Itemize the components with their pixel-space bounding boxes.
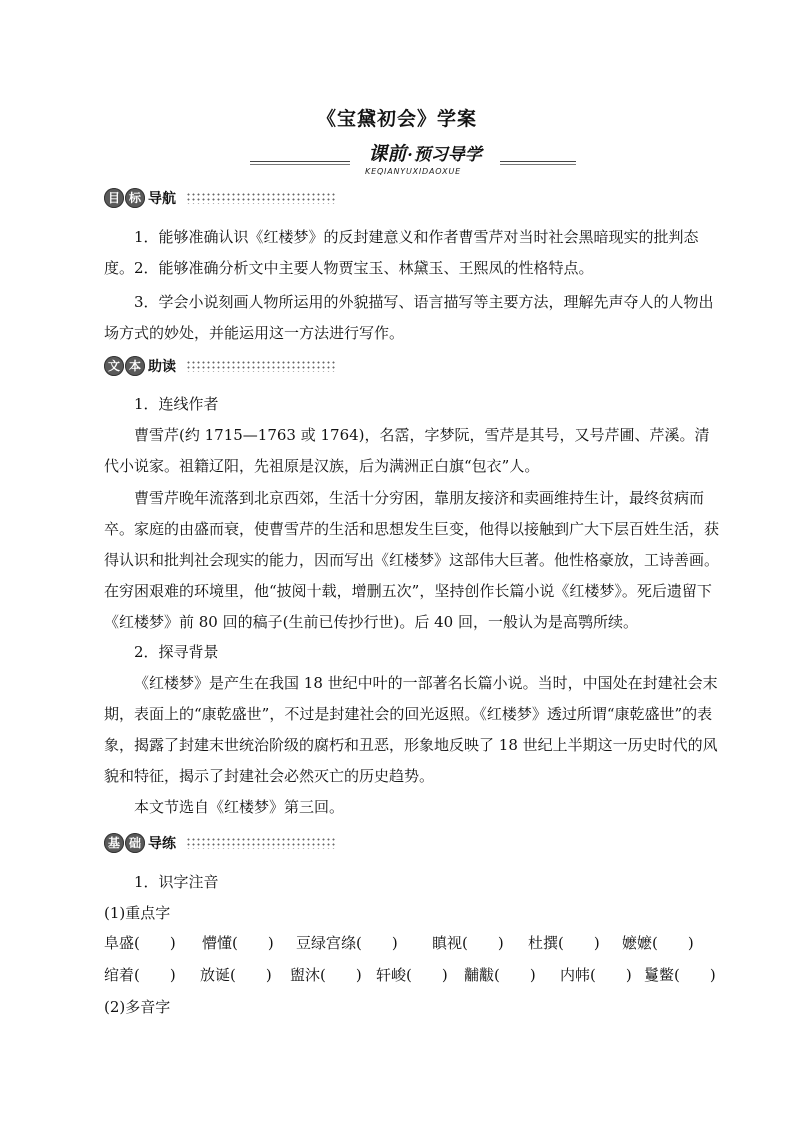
pinyin-item: 轩峻( ) [376,966,448,984]
pinyin-item: 嬷嬷( ) [622,934,694,952]
pinyin-item: 瞋视( ) [432,934,504,952]
goal-item: 3．学会小说刻画人物所运用的外貌描写、语言描写等主要方法，理解先声夺人的人物出场方式的妙处，并能运用这一方法进行写作。 [104,293,714,342]
banner-label [350,144,500,166]
goal-item: 2．能够准确分析文中主要人物贾宝玉、林黛玉、王熙凤的性格特点。 [134,259,594,277]
section-banner [250,144,576,180]
section-title-rest: 导航 [148,190,176,207]
section-badge: 标 [125,188,145,208]
dotted-leader [186,360,336,372]
banner-pinyin: KEQIANYUXIDAOXUE [365,167,461,176]
goal-item: 1．能够准确认识《红楼梦》的反封建意义和作者曹雪芹对当时社会黑暗现实的批判态度。 [104,228,699,277]
subheading: (2)多音字 [104,998,171,1016]
pinyin-row [104,960,744,990]
pinyin-item: 鬘鳖( ) [644,966,716,984]
dotted-leader [186,837,336,849]
pinyin-item: 阜盛( ) [104,934,176,952]
subheading: 1．连线作者 [134,395,219,413]
banner-dot: · [407,145,413,164]
subheading: 1．识字注音 [134,873,219,891]
pinyin-row [104,928,744,958]
section-badge: 基 [104,833,124,853]
pinyin-item: 盥沐( ) [290,966,362,984]
subheading: 2．探寻背景 [134,643,219,661]
pinyin-item: 豆绿宫绦( ) [296,934,398,952]
pinyin-item: 懵懂( ) [202,934,274,952]
paragraph: 本文节选自《红楼梦》第三回。 [134,798,345,816]
paragraph: 《红楼梦》是产生在我国 18 世纪中叶的一部著名长篇小说。当时，中国处在封建社会末期，表面上的“康乾盛世”，不过是封建社会的回光返照。《红楼梦》透过所谓“康乾盛世”的表象，揭露了封建末世统治阶级的腐朽和丑恶，形象地反映了 18 世纪上半期这一历史时代的风貌和特征，揭示了封建社会必然灭亡的历史趋势。 [104,674,718,785]
dotted-leader [186,192,336,204]
section-header-practice [104,832,176,856]
pinyin-item: 放诞( ) [200,966,272,984]
banner-part2: 预习导学 [413,145,482,165]
paragraph: 曹雪芹晚年流落到北京西郊，生活十分穷困，靠朋友接济和卖画维持生计，最终贫病而卒。家庭的由盛而衰，使曹雪芹的生活和思想发生巨变，他得以接触到广大下层百姓生活，获得认识和批判社会现实的能力，因而写出《红楼梦》这部伟大巨著。他性格豪放，工诗善画。在穷困艰难的环境里，他“披阅十载，增删五次”，坚持创作长篇小说《红楼梦》。死后遗留下《红楼梦》前 80 回的稿子(生前已传抄行世)。后 40 回，一般认为是高鹗所续。 [104,489,720,631]
section-header-goals [104,187,176,211]
banner-part1: 课前 [368,143,407,165]
pinyin-item: 内帏( ) [560,966,632,984]
section-title-rest: 助读 [148,358,176,375]
pinyin-item: 杜撰( ) [528,934,600,952]
section-badge: 目 [104,188,124,208]
section-badge: 础 [125,833,145,853]
section-badge: 文 [104,356,124,376]
section-title-rest: 导练 [148,835,176,852]
section-header-reading [104,355,176,379]
pinyin-item: 黼黻( ) [464,966,536,984]
paragraph: 曹雪芹(约 1715—1763 或 1764)，名霑，字梦阮，雪芹是其号，又号芹圃、芹溪。清代小说家。祖籍辽阳，先祖原是汉族，后为满洲正白旗“包衣”人。 [104,426,710,475]
pinyin-item: 绾着( ) [104,966,176,984]
subheading: (1)重点字 [104,904,171,922]
section-badge: 本 [125,356,145,376]
document-title: 《宝黛初会》学案 [316,108,477,130]
